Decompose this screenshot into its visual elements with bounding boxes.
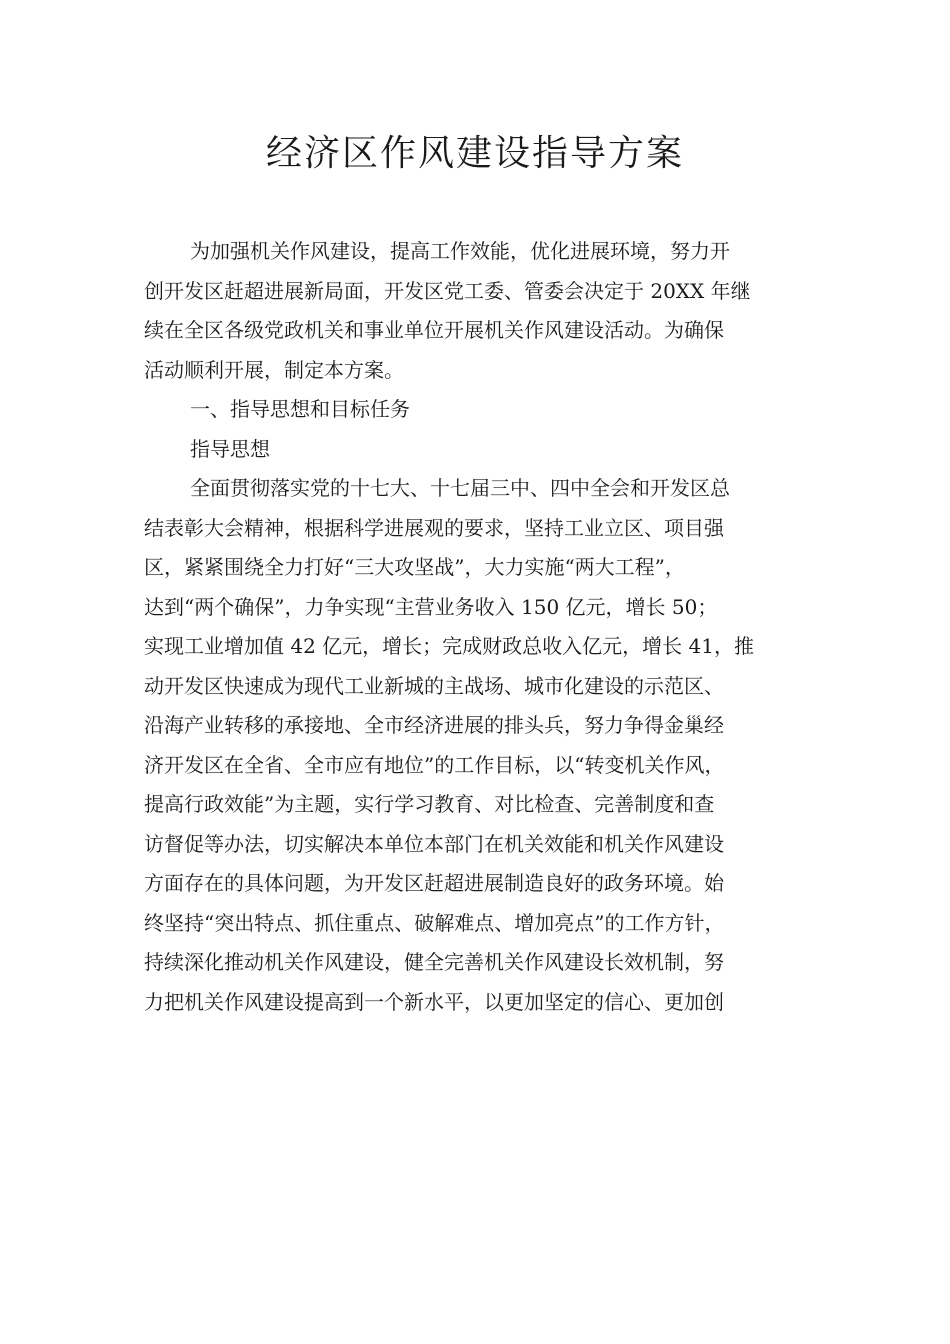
paragraph-line: 实现工业增加值 42 亿元，增长；完成财政总收入亿元，增长 41，推 bbox=[144, 634, 754, 658]
paragraph-line: 活动顺利开展，制定本方案。 bbox=[144, 357, 404, 382]
document-body bbox=[144, 232, 824, 1022]
paragraph-line: 动开发区快速成为现代工业新城的主战场、城市化建设的示范区、 bbox=[144, 673, 724, 698]
paragraph-line: 为加强机关作风建设，提高工作效能，优化进展环境，努力开 bbox=[190, 239, 730, 263]
paragraph-line: 提高行政效能”为主题，实行学习教育、对比检查、完善制度和查 bbox=[144, 792, 715, 816]
paragraph-line: 续在全区各级党政机关和事业单位开展机关作风建设活动。为确保 bbox=[144, 318, 724, 342]
paragraph-line: 沿海产业转移的承接地、全市经济进展的排头兵，努力争得金巢经 bbox=[144, 713, 724, 737]
paragraph-line: 力把机关作风建设提高到一个新水平，以更加坚定的信心、更加创 bbox=[144, 989, 724, 1014]
paragraph-line: 济开发区在全省、全市应有地位”的工作目标，以“转变机关作风， bbox=[144, 752, 725, 777]
paragraph-line: 访督促等办法，切实解决本单位本部门在机关效能和机关作风建设 bbox=[144, 831, 724, 856]
section-heading: 一、指导思想和目标任务 bbox=[190, 397, 410, 421]
paragraph-line: 方面存在的具体问题，为开发区赶超进展制造良好的政务环境。始 bbox=[144, 871, 724, 895]
paragraph-line: 达到“两个确保”，力争实现“主营业务收入 150 亿元，增长 50； bbox=[144, 594, 718, 619]
subsection-heading: 指导思想 bbox=[190, 436, 270, 461]
paragraph-line: 创开发区赶超进展新局面，开发区党工委、管委会决定于 20XX 年继 bbox=[144, 278, 751, 303]
paragraph-line: 结表彰大会精神，根据科学进展观的要求，坚持工业立区、项目强 bbox=[144, 515, 724, 540]
paragraph-line: 终坚持“突出特点、抓住重点、破解难点、增加亮点”的工作方针， bbox=[144, 910, 725, 935]
paragraph-line: 全面贯彻落实党的十七大、十七届三中、四中全会和开发区总 bbox=[190, 476, 730, 500]
document-title: 经济区作风建设指导方案 bbox=[265, 133, 684, 174]
paragraph-line: 区，紧紧围绕全力打好“三大攻坚战”，大力实施“两大工程”， bbox=[144, 555, 685, 579]
paragraph-line: 持续深化推动机关作风建设，健全完善机关作风建设长效机制，努 bbox=[144, 950, 724, 974]
